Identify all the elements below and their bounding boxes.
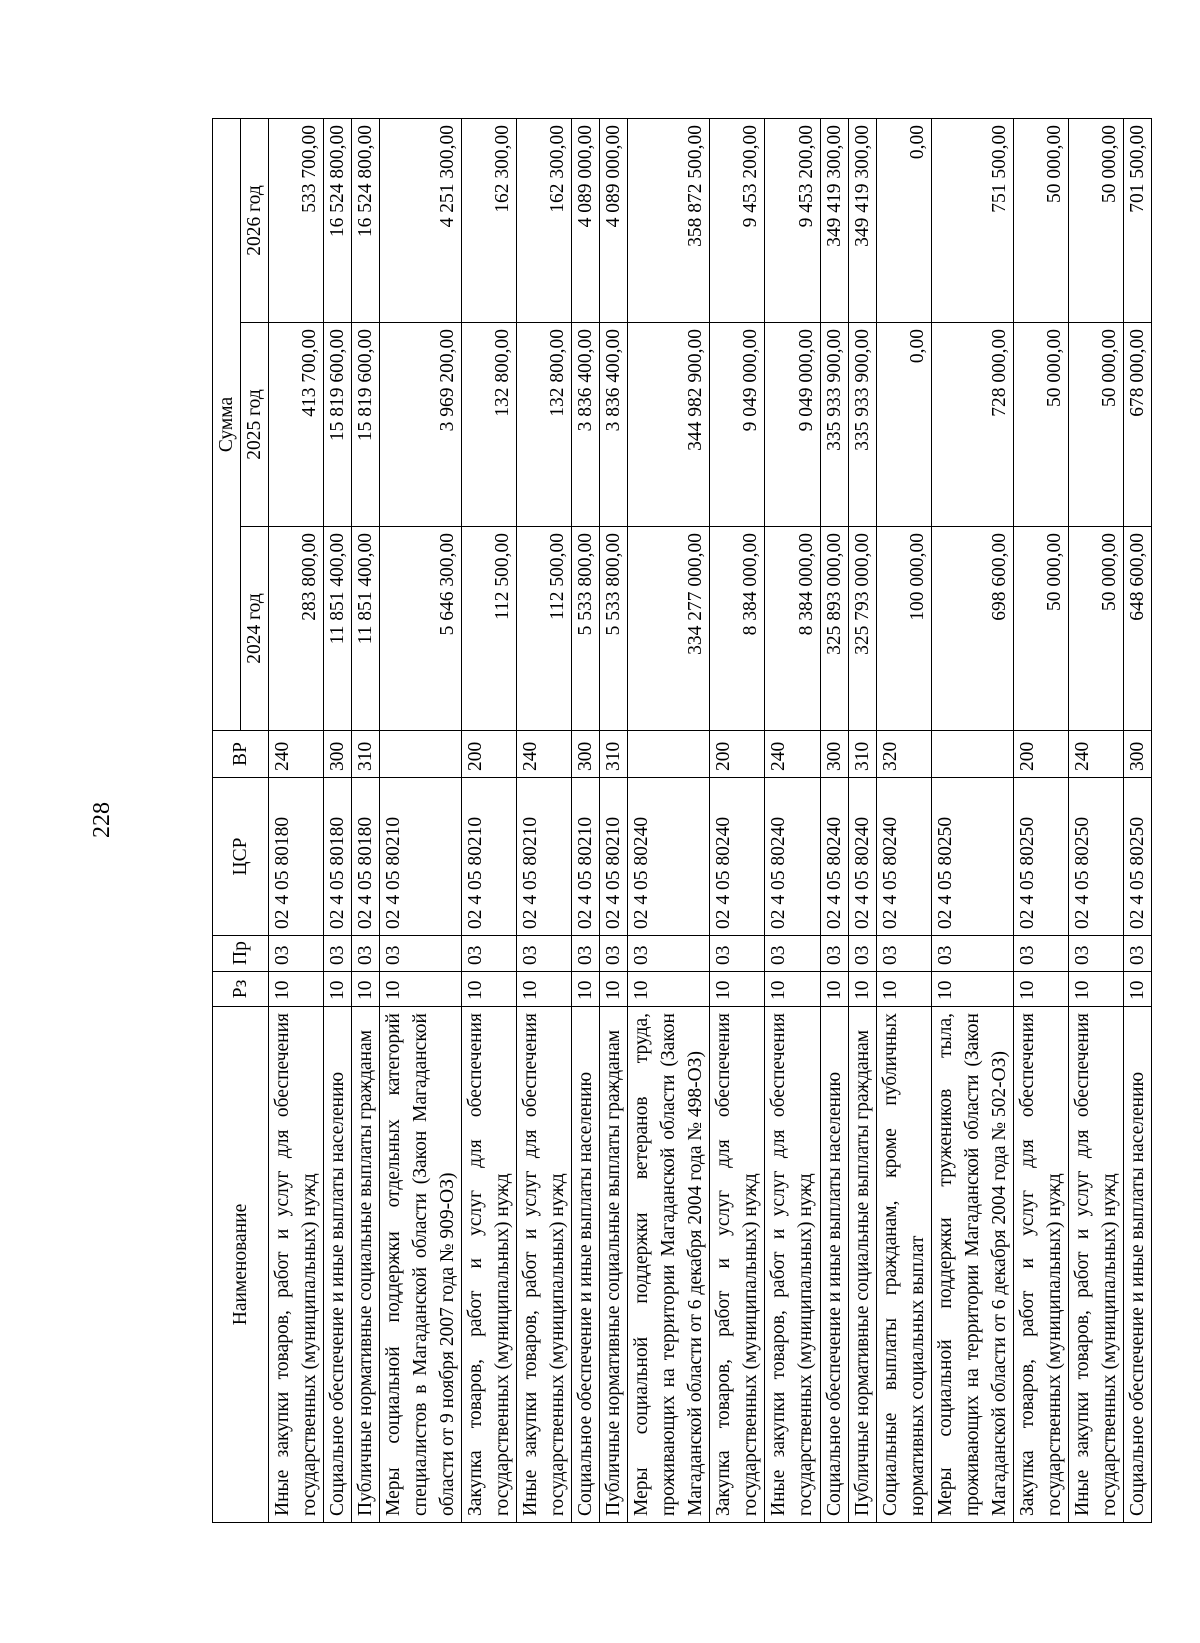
row-amount-2026: 358 872 500,00 [628,118,710,322]
row-pr: 03 [876,936,931,972]
row-amount-2025: 335 933 900,00 [848,323,876,527]
row-amount-2025: 413 700,00 [269,323,324,527]
row-amount-2025: 132 800,00 [517,323,572,527]
row-csr: 02 4 05 80210 [462,778,517,936]
row-amount-2024: 50 000,00 [1013,527,1068,731]
row-amount-2026: 4 089 000,00 [572,118,600,322]
row-amount-2024: 325 793 000,00 [848,527,876,731]
row-amount-2025: 3 969 200,00 [380,323,462,527]
row-csr: 02 4 05 80250 [1123,778,1151,936]
header-year-2025: 2025 год [241,323,269,527]
row-amount-2024: 11 851 400,00 [324,527,352,731]
row-vr: 310 [352,731,380,778]
row-vr: 300 [1123,731,1151,778]
row-amount-2025: 335 933 900,00 [820,323,848,527]
table-row [1013,118,1068,1522]
table-row [572,118,600,1522]
row-pr: 03 [1123,936,1151,972]
table-row [600,118,628,1522]
row-amount-2026: 349 419 300,00 [820,118,848,322]
row-amount-2025: 15 819 600,00 [352,323,380,527]
row-pr: 03 [710,936,765,972]
row-rz: 10 [876,972,931,1007]
row-pr: 03 [380,936,462,972]
row-rz: 10 [820,972,848,1007]
header-year-2026: 2026 год [241,118,269,322]
row-csr: 02 4 05 80240 [765,778,820,936]
table-row [517,118,572,1522]
row-rz: 10 [352,972,380,1007]
row-amount-2025: 15 819 600,00 [324,323,352,527]
row-rz: 10 [628,972,710,1007]
row-rz: 10 [572,972,600,1007]
row-name: Социальное обеспечение и иные выплаты населению [820,1007,848,1523]
table-row [710,118,765,1522]
row-name: Закупка товаров, работ и услуг для обеспечения государственных (муниципальных) нужд [462,1007,517,1523]
table-row [848,118,876,1522]
row-rz: 10 [380,972,462,1007]
header-pr: Пр [213,936,269,972]
row-amount-2024: 100 000,00 [876,527,931,731]
row-amount-2025: 344 982 900,00 [628,323,710,527]
row-pr: 03 [600,936,628,972]
row-amount-2026: 50 000,00 [1068,118,1123,322]
row-rz: 10 [710,972,765,1007]
row-amount-2026: 162 300,00 [517,118,572,322]
row-name: Иные закупки товаров, работ и услуг для обеспечения государственных (муниципальных) нужд [1068,1007,1123,1523]
row-amount-2026: 16 524 800,00 [324,118,352,322]
row-vr: 320 [876,731,931,778]
row-name: Публичные нормативные социальные выплаты гражданам [600,1007,628,1523]
row-amount-2026: 4 089 000,00 [600,118,628,322]
table-row [1068,118,1123,1522]
row-amount-2024: 325 893 000,00 [820,527,848,731]
table-row [269,118,324,1522]
table-row [1123,118,1151,1522]
row-vr: 310 [600,731,628,778]
row-amount-2026: 751 500,00 [931,118,1013,322]
row-amount-2024: 8 384 000,00 [765,527,820,731]
row-pr: 03 [765,936,820,972]
row-amount-2026: 16 524 800,00 [352,118,380,322]
row-name: Закупка товаров, работ и услуг для обеспечения государственных (муниципальных) нужд [1013,1007,1068,1523]
row-rz: 10 [765,972,820,1007]
table-row [765,118,820,1522]
row-csr: 02 4 05 80250 [1068,778,1123,936]
row-amount-2026: 9 453 200,00 [765,118,820,322]
row-amount-2024: 8 384 000,00 [710,527,765,731]
row-csr: 02 4 05 80180 [269,778,324,936]
row-pr: 03 [1013,936,1068,972]
row-amount-2025: 50 000,00 [1013,323,1068,527]
row-rz: 10 [324,972,352,1007]
header-sum: Сумма [213,118,241,730]
row-amount-2025: 0,00 [876,323,931,527]
row-name: Меры социальной поддержки тружеников тыла, проживающих на территории Магаданской области (Закон Магаданской области от 6 декабря 2004 года № 502-ОЗ) [931,1007,1013,1523]
row-vr: 200 [1013,731,1068,778]
row-rz: 10 [462,972,517,1007]
row-csr: 02 4 05 80250 [931,778,1013,936]
row-amount-2026: 162 300,00 [462,118,517,322]
table-body [269,118,1152,1522]
row-amount-2024: 50 000,00 [1068,527,1123,731]
row-rz: 10 [931,972,1013,1007]
row-pr: 03 [517,936,572,972]
row-pr: 03 [269,936,324,972]
row-amount-2024: 283 800,00 [269,527,324,731]
row-amount-2026: 50 000,00 [1013,118,1068,322]
row-vr: 310 [848,731,876,778]
table-row [324,118,352,1522]
table-row [462,118,517,1522]
row-name: Меры социальной поддержки ветеранов труда, проживающих на территории Магаданской области (Закон Магаданской области от 6 декабря 2004 года № 498-ОЗ) [628,1007,710,1523]
row-csr: 02 4 05 80210 [380,778,462,936]
row-vr [931,731,1013,778]
row-name: Закупка товаров, работ и услуг для обеспечения государственных (муниципальных) нужд [710,1007,765,1523]
row-name: Социальные выплаты гражданам, кроме публичных нормативных социальных выплат [876,1007,931,1523]
row-amount-2026: 9 453 200,00 [710,118,765,322]
header-name: Наименование [213,1007,269,1523]
row-amount-2024: 11 851 400,00 [352,527,380,731]
row-name: Иные закупки товаров, работ и услуг для обеспечения государственных (муниципальных) нужд [517,1007,572,1523]
row-amount-2026: 533 700,00 [269,118,324,322]
row-vr: 300 [324,731,352,778]
row-pr: 03 [572,936,600,972]
row-pr: 03 [352,936,380,972]
row-name: Меры социальной поддержки отдельных категорий специалистов в Магаданской области (Закон Магаданской области от 9 ноября 2007 года № 909-ОЗ) [380,1007,462,1523]
row-amount-2025: 678 000,00 [1123,323,1151,527]
row-csr: 02 4 05 80240 [628,778,710,936]
row-rz: 10 [600,972,628,1007]
row-vr: 300 [820,731,848,778]
header-csr: ЦСР [213,778,269,936]
row-name: Иные закупки товаров, работ и услуг для обеспечения государственных (муниципальных) нужд [765,1007,820,1523]
row-amount-2024: 648 600,00 [1123,527,1151,731]
row-vr: 240 [269,731,324,778]
row-amount-2024: 112 500,00 [462,527,517,731]
row-csr: 02 4 05 80240 [820,778,848,936]
row-csr: 02 4 05 80240 [848,778,876,936]
table-row [931,118,1013,1522]
row-csr: 02 4 05 80240 [710,778,765,936]
row-name: Публичные нормативные социальные выплаты гражданам [352,1007,380,1523]
row-rz: 10 [269,972,324,1007]
header-year-2024: 2024 год [241,527,269,731]
row-amount-2025: 50 000,00 [1068,323,1123,527]
row-vr: 240 [517,731,572,778]
row-name: Социальное обеспечение и иные выплаты населению [1123,1007,1151,1523]
row-vr: 300 [572,731,600,778]
page-number: 228 [88,802,115,838]
row-rz: 10 [1068,972,1123,1007]
row-amount-2025: 9 049 000,00 [765,323,820,527]
row-pr: 03 [931,936,1013,972]
row-name: Иные закупки товаров, работ и услуг для обеспечения государственных (муниципальных) нужд [269,1007,324,1523]
row-amount-2024: 5 646 300,00 [380,527,462,731]
table-row [820,118,848,1522]
row-vr [628,731,710,778]
row-csr: 02 4 05 80180 [324,778,352,936]
row-csr: 02 4 05 80240 [876,778,931,936]
row-name: Социальное обеспечение и иные выплаты населению [572,1007,600,1523]
row-amount-2024: 334 277 000,00 [628,527,710,731]
row-amount-2026: 349 419 300,00 [848,118,876,322]
budget-table [212,118,1152,1523]
row-amount-2024: 698 600,00 [931,527,1013,731]
row-pr: 03 [820,936,848,972]
row-amount-2026: 701 500,00 [1123,118,1151,322]
row-amount-2026: 0,00 [876,118,931,322]
row-amount-2024: 5 533 800,00 [572,527,600,731]
row-amount-2025: 728 000,00 [931,323,1013,527]
row-amount-2025: 9 049 000,00 [710,323,765,527]
budget-table-container [212,119,1152,1523]
row-vr [380,731,462,778]
row-amount-2025: 3 836 400,00 [572,323,600,527]
row-rz: 10 [1123,972,1151,1007]
row-rz: 10 [517,972,572,1007]
row-vr: 240 [1068,731,1123,778]
row-amount-2024: 112 500,00 [517,527,572,731]
row-name: Публичные нормативные социальные выплаты гражданам [848,1007,876,1523]
table-row [380,118,462,1522]
row-csr: 02 4 05 80210 [517,778,572,936]
row-csr: 02 4 05 80210 [600,778,628,936]
row-amount-2026: 4 251 300,00 [380,118,462,322]
row-amount-2025: 3 836 400,00 [600,323,628,527]
row-csr: 02 4 05 80180 [352,778,380,936]
row-vr: 240 [765,731,820,778]
row-csr: 02 4 05 80250 [1013,778,1068,936]
row-rz: 10 [1013,972,1068,1007]
header-rz: Рз [213,972,269,1007]
table-row [628,118,710,1522]
table-header [213,118,269,1522]
row-vr: 200 [462,731,517,778]
row-vr: 200 [710,731,765,778]
table-row [352,118,380,1522]
table-row [876,118,931,1522]
row-csr: 02 4 05 80210 [572,778,600,936]
row-pr: 03 [1068,936,1123,972]
row-pr: 03 [462,936,517,972]
row-amount-2025: 132 800,00 [462,323,517,527]
row-name: Социальное обеспечение и иные выплаты населению [324,1007,352,1523]
row-pr: 03 [848,936,876,972]
header-vr: ВР [213,731,269,778]
row-amount-2024: 5 533 800,00 [600,527,628,731]
row-pr: 03 [324,936,352,972]
row-rz: 10 [848,972,876,1007]
row-pr: 03 [628,936,710,972]
